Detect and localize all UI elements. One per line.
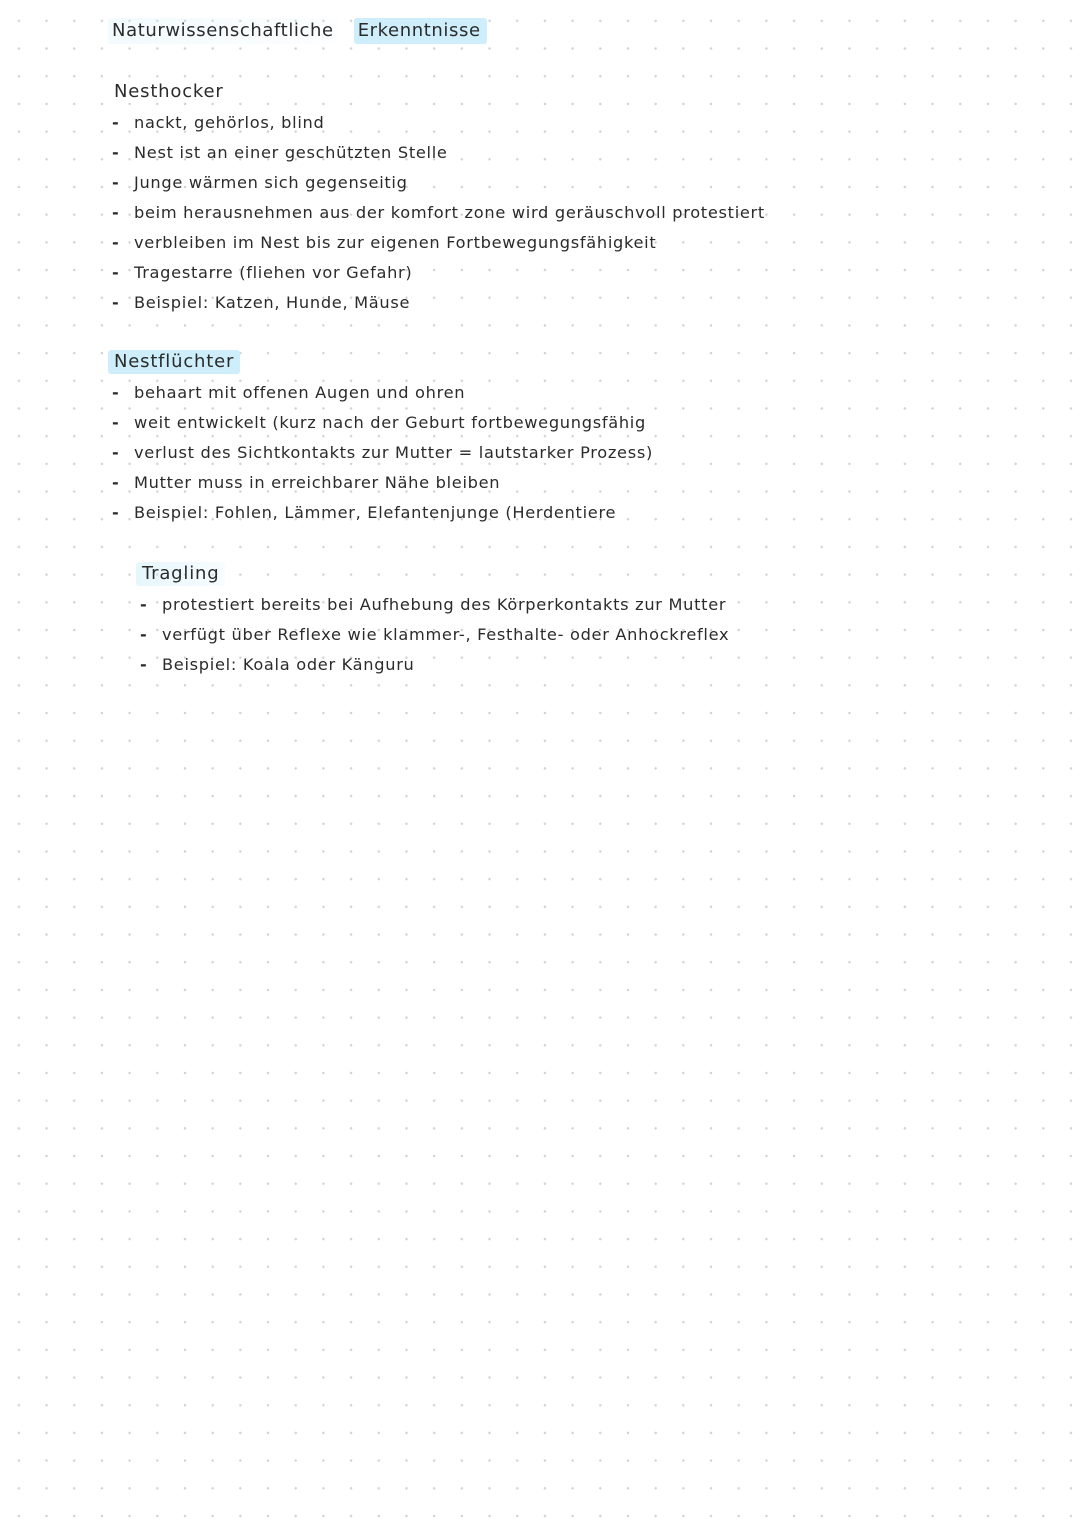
list-item: [108, 288, 765, 318]
bullet-dash-icon: -: [112, 143, 120, 162]
list-item: [136, 620, 729, 650]
bullet-dash-icon: -: [112, 473, 120, 492]
bullet-dash-icon: -: [112, 503, 120, 522]
bullet-dash-icon: -: [112, 383, 120, 402]
list-item-text: Beispiel: Koala oder Känguru: [162, 655, 415, 674]
list-item: [108, 198, 765, 228]
section-heading-tragling: Tragling: [136, 562, 225, 586]
list-item-text: protestiert bereits bei Aufhebung des Körperkontakts zur Mutter: [162, 595, 727, 614]
bullet-dash-icon: -: [140, 595, 148, 614]
bullet-dash-icon: -: [112, 263, 120, 282]
list-item-text: Tragestarre (fliehen vor Gefahr): [134, 263, 413, 282]
list-item-text: nackt, gehörlos, blind: [134, 113, 325, 132]
section-nestfluechter: [108, 350, 653, 528]
list-item: [108, 168, 765, 198]
list-item: [108, 138, 765, 168]
bullet-dash-icon: -: [140, 655, 148, 674]
title-part-1: Naturwissenschaftliche: [108, 18, 340, 44]
list-item-text: verbleiben im Nest bis zur eigenen Fortbewegungsfähigkeit: [134, 233, 657, 252]
list-item: [108, 228, 765, 258]
bullet-list-nesthocker: [108, 108, 765, 318]
page-title: [108, 18, 487, 48]
list-item-text: behaart mit offenen Augen und ohren: [134, 383, 466, 402]
list-item: [136, 650, 729, 680]
bullet-dash-icon: -: [112, 443, 120, 462]
list-item-text: verfügt über Reflexe wie klammer-, Festhalte- oder Anhockreflex: [162, 625, 730, 644]
bullet-dash-icon: -: [112, 413, 120, 432]
list-item: [136, 590, 729, 620]
section-heading-nesthocker: Nesthocker: [114, 81, 224, 102]
list-item: [108, 468, 653, 498]
bullet-dash-icon: -: [112, 233, 120, 252]
list-item-text: Beispiel: Katzen, Hunde, Mäuse: [134, 293, 411, 312]
bullet-list-nestfluechter: [108, 378, 653, 528]
section-tragling: [136, 562, 729, 680]
section-heading-nestfluechter: Nestflüchter: [108, 350, 240, 374]
list-item-text: beim herausnehmen aus der komfort zone wird geräuschvoll protestiert: [134, 203, 765, 222]
list-item: [108, 498, 653, 528]
list-item: [108, 108, 765, 138]
bullet-dash-icon: -: [112, 113, 120, 132]
bullet-dash-icon: -: [112, 173, 120, 192]
list-item-text: Beispiel: Fohlen, Lämmer, Elefantenjunge (Herdentiere: [134, 503, 617, 522]
section-nesthocker: [108, 80, 765, 318]
list-item-text: Nest ist an einer geschützten Stelle: [134, 143, 448, 162]
bullet-dash-icon: -: [112, 293, 120, 312]
bullet-dash-icon: -: [112, 203, 120, 222]
list-item-text: weit entwickelt (kurz nach der Geburt fortbewegungsfähig: [134, 413, 646, 432]
list-item-text: verlust des Sichtkontakts zur Mutter = lautstarker Prozess): [134, 443, 653, 462]
bullet-dash-icon: -: [140, 625, 148, 644]
list-item: [108, 408, 653, 438]
list-item-text: Mutter muss in erreichbarer Nähe bleiben: [134, 473, 501, 492]
title-part-2: Erkenntnisse: [354, 18, 487, 44]
list-item: [108, 378, 653, 408]
list-item: [108, 258, 765, 288]
list-item: [108, 438, 653, 468]
bullet-list-tragling: [136, 590, 729, 680]
list-item-text: Junge wärmen sich gegenseitig: [134, 173, 408, 192]
